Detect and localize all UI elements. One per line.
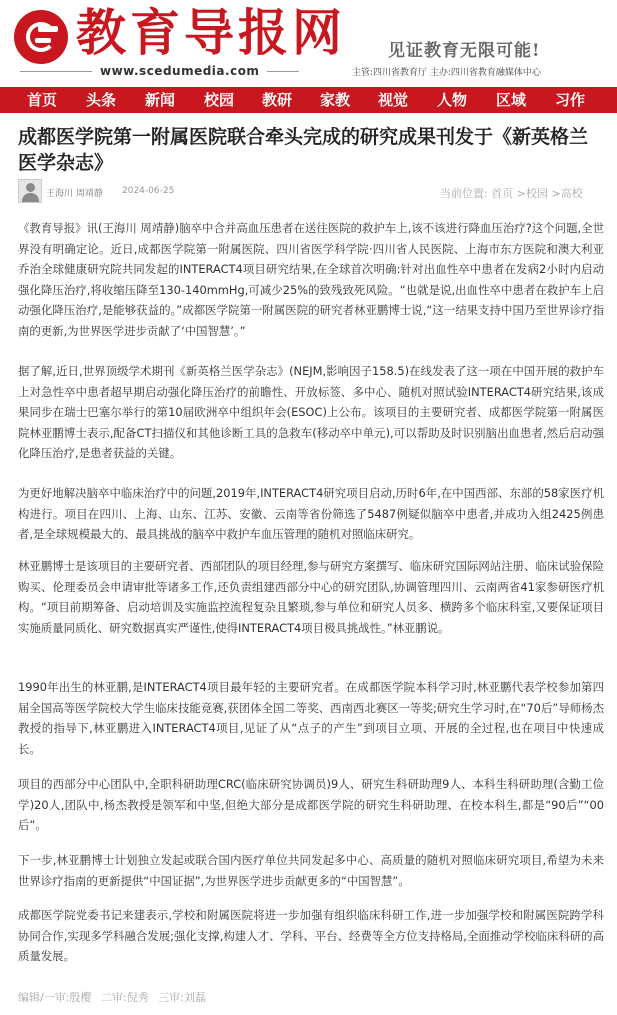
breadcrumb-campus[interactable]: 校园	[525, 187, 548, 200]
breadcrumb-label: 当前位置:	[440, 187, 488, 200]
article-paragraph: 据了解,近日,世界顶级学术期刊《新英格兰医学杂志》(NEJM,影响因子158.5)在线发表了这一项在中国开展的救护车上对急性卒中患者超早期启动强化降压治疗的前瞻性、开放标签、多中心、随机对照试验INTERACT4研究结果,该成果同步在瑞士巴塞尔举行的第10届欧洲卒中组织年会(ESOC)上公布。该项目的主要研究者、成都医学院第一附属医院林亚鹏博士表示,配备CT扫描仪和其他诊断工具的急救车(移动卒中单元),可以帮助及时识别脑出血患者,然后启动强化降压治疗,是患者获益的关键。	[18, 364, 604, 460]
site-url: www.scedumedia.com	[100, 64, 260, 78]
editor-first: 编辑/一审:殷樱	[18, 991, 92, 1004]
editor-second: 二审:倪秀	[100, 991, 149, 1004]
article-author: 王海川 周靖静	[46, 189, 103, 199]
breadcrumb-university[interactable]: 高校	[560, 187, 583, 200]
editor-third: 三审:刘磊	[158, 991, 206, 1004]
editor-credits	[18, 989, 212, 1005]
breadcrumb-separator: >	[516, 187, 526, 200]
main-nav	[0, 87, 617, 113]
masthead	[0, 0, 617, 86]
slogan: 见证教育无限可能!	[388, 41, 541, 61]
nav-item-news[interactable]: 新闻	[145, 91, 176, 109]
article-paragraph: 成都医学院党委书记来建表示,学校和附属医院将进一步加强有组织临床科研工作,进一步加强学校和附属医院跨学科协同合作,实现多学科融合发展;强化支撑,构建人才、学科、平台、经费等全方位支持格局,全面推动学校临床科研的高质量发展。	[18, 908, 604, 963]
article-title: 成都医学院第一附属医院联合牵头完成的研究成果刊发于《新英格兰医学杂志》	[18, 126, 589, 174]
sponsor-info: 主管:四川省教育厅 主办:四川省教育融媒体中心	[352, 68, 541, 78]
nav-item-research[interactable]: 教研	[262, 91, 293, 109]
article-paragraph: 《教育导报》讯(王海川 周靖静)脑卒中合并高血压患者在送往医院的救护车上,该不该进行降血压治疗?这个问题,全世界没有明确定论。近日,成都医学院第一附属医院、四川省医学科学院·四川省人民医院、上海市东方医院和澳大利亚乔治全球健康研究院共同发起的INTERACT4项目研究结果,在全球首次明确:针对出血性卒中患者在发病2小时内启动强化降压治疗,将收缩压降至130-140mmHg,可减少25%的致残致死风险。“也就是说,出血性卒中患者在救护车上启动强化降压治疗,是能够获益的。”成都医学院第一附属医院的研究者林亚鹏博士说,“这一结果支持中国乃至世界诊疗指南的更新,为世界医学进步贡献了‘中国智慧’。”	[18, 221, 604, 338]
breadcrumb	[440, 185, 583, 201]
avatar-icon	[18, 179, 42, 203]
article-paragraph: 项目的西部分中心团队中,全职科研助理CRC(临床研究协调员)9人、研究生科研助理9人、本科生科研助理(含勤工俭学)20人,团队中,杨杰教授是领军和中坚,但绝大部分是成都医学院的研究生科研助理、在校本科生,都是“90后”“00后”。	[18, 777, 604, 832]
nav-item-family[interactable]: 家教	[320, 91, 351, 109]
breadcrumb-home[interactable]: 首页	[491, 187, 514, 200]
article-paragraph: 1990年出生的林亚鹏,是INTERACT4项目最年轻的主要研究者。在成都医学院本科学习时,林亚鹏代表学校参加第四届全国高等医学院校大学生临床技能竞赛,获团体全国二等奖、西南西北赛区一等奖;研究生学习时,在“70后”导师杨杰教授的指导下,林亚鹏进入INTERACT4项目,见证了从“点子的产生”到项目立项、开展的全过程,也在项目中快速成长。	[18, 680, 604, 756]
article-paragraph: 林亚鹏博士是该项目的主要研究者、西部团队的项目经理,参与研究方案撰写、临床研究国际网站注册、临床试验保险购买、伦理委员会申请审批等诸多工作,还负责组建西部分中心的研究团队,协调管理四川、云南两省41家参研医疗机构。“项目前期筹备、启动培训及实施监控流程复杂且繁琐,参与单位和研究人员多、横跨多个临床科室,又要保证项目实施质量同质化、研究数据真实严谨性,使得INTERACT4项目极具挑战性。”林亚鹏说。	[18, 559, 604, 635]
nav-item-campus[interactable]: 校园	[204, 91, 235, 109]
nav-item-visual[interactable]: 视觉	[378, 91, 409, 109]
brand-name[interactable]: 教育导报网	[76, 3, 346, 62]
article-paragraph: 为更好地解决脑卒中临床治疗中的问题,2019年,INTERACT4研究项目启动,历时6年,在中国西部、东部的58家医疗机构进行。项目在四川、上海、山东、江苏、安徽、云南等省份筛选了5487例疑似脑卒中患者,并成功入组2425例患者,是全球规模最大的、最具挑战的脑卒中救护车血压管理的随机对照临床研究。	[18, 486, 604, 541]
nav-item-writing[interactable]: 习作	[555, 91, 586, 109]
logo-icon[interactable]	[14, 10, 68, 64]
nav-item-region[interactable]: 区域	[496, 91, 527, 109]
breadcrumb-separator: >	[551, 187, 561, 200]
article-date: 2024-06-25	[122, 186, 175, 196]
nav-item-headlines[interactable]: 头条	[86, 91, 117, 109]
nav-item-people[interactable]: 人物	[437, 91, 468, 109]
nav-item-home[interactable]: 首页	[27, 91, 58, 109]
article-paragraph: 下一步,林亚鹏博士计划独立发起或联合国内医疗单位共同发起多中心、高质量的随机对照临床研究项目,希望为未来世界诊疗指南的更新提供“中国证据”,为世界医学进步贡献更多的“中国智慧”。	[18, 853, 604, 888]
